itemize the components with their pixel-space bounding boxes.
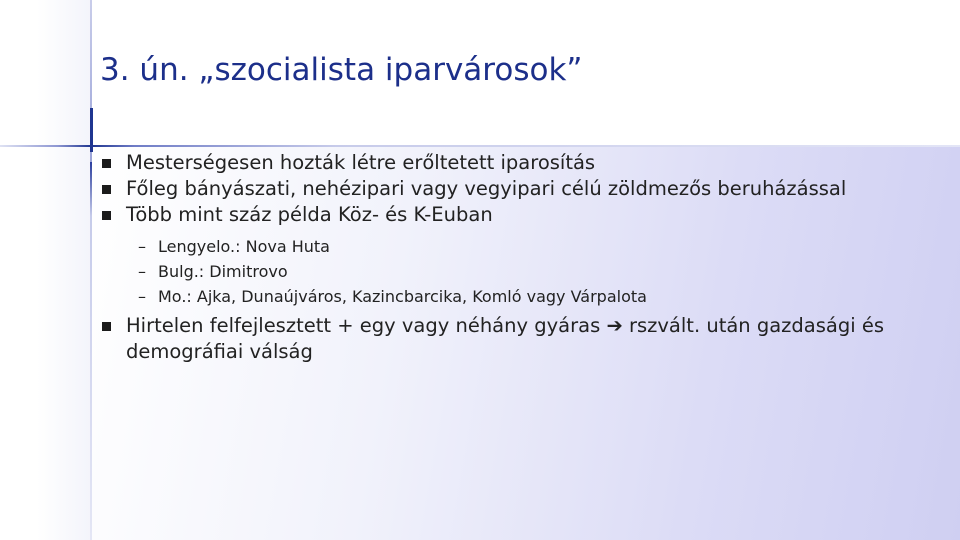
bullet-item xyxy=(102,176,952,202)
square-bullet-icon xyxy=(102,322,111,331)
square-bullet-icon xyxy=(102,211,111,220)
dash-bullet-icon: – xyxy=(138,262,146,281)
bullet-text-after-arrow: rszvált. után gazdasági és demográfiai válság xyxy=(126,314,885,363)
sub-bullet-text: Mo.: Ajka, Dunaújváros, Kazincbarcika, Komló vagy Várpalota xyxy=(158,287,647,306)
sub-bullet-text: Bulg.: Dimitrovo xyxy=(158,262,288,281)
left-margin-strip xyxy=(0,0,92,540)
bullet-list xyxy=(102,150,952,365)
sub-bullet-list xyxy=(126,234,952,309)
dash-bullet-icon: – xyxy=(138,287,146,306)
right-arrow-icon: ➔ xyxy=(606,314,623,337)
bullet-item xyxy=(102,150,952,176)
dash-bullet-icon: – xyxy=(138,237,146,256)
bullet-text: Főleg bányászati, nehézipari vagy vegyipari célú zöldmezős beruházással xyxy=(126,177,847,200)
bullet-item xyxy=(102,202,952,309)
bullet-text: Több mint száz példa Köz- és K-Euban xyxy=(126,203,493,226)
sub-bullet-item xyxy=(126,259,952,284)
bullet-item xyxy=(102,313,952,365)
sub-bullet-text: Lengyelo.: Nova Huta xyxy=(158,237,330,256)
sub-bullet-item xyxy=(126,284,952,309)
square-bullet-icon xyxy=(102,185,111,194)
sub-bullet-item xyxy=(126,234,952,259)
horizontal-divider-line xyxy=(0,145,960,147)
slide-title: 3. ún. „szocialista iparvárosok” xyxy=(100,52,583,88)
bullet-text-before-arrow: Hirtelen felfejlesztett + egy vagy néhány gyáras xyxy=(126,314,601,337)
bullet-text: Mesterségesen hozták létre erőltetett iparosítás xyxy=(126,151,596,174)
square-bullet-icon xyxy=(102,159,111,168)
vertical-divider-line xyxy=(90,0,92,540)
